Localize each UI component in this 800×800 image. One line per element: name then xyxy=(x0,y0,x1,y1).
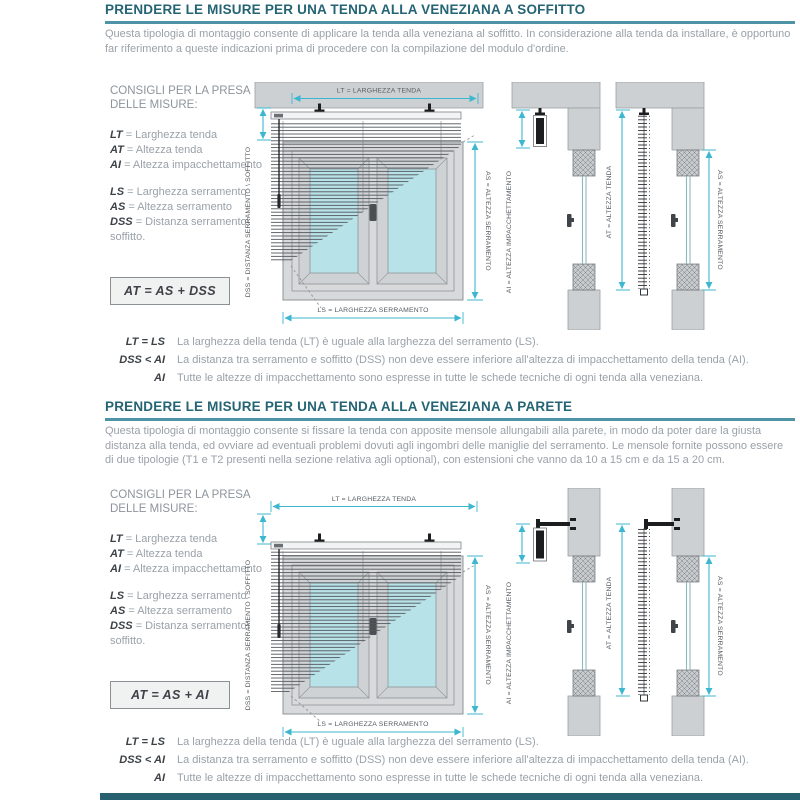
note-text: La larghezza della tenda (LT) è uguale alla larghezza del serramento (LS). xyxy=(177,736,539,748)
blind-bottom-rail xyxy=(641,695,648,701)
section-title-soffitto: PRENDERE LE MISURE PER UNA TENDA ALLA VENEZIANA A SOFFITTO xyxy=(105,2,795,24)
notes-parete xyxy=(103,736,793,784)
wall-section xyxy=(672,488,704,556)
label-altezza-serramento: AS = ALTEZZA SERRAMENTO xyxy=(484,585,491,685)
formula-box-parete: AT = AS + AI xyxy=(110,681,230,709)
blind-bottom-rail xyxy=(641,289,648,295)
mount-brackets xyxy=(315,534,435,543)
note-text: Tutte le altezze di impacchettamento sono espresse in tutte le schede tecniche di ogni tenda alla veneziana. xyxy=(177,772,704,784)
packed-blind xyxy=(536,531,544,559)
ceiling-slab xyxy=(616,82,704,108)
note-label: LT = LS xyxy=(125,736,165,748)
legend-row: AI = Altezza impacchettamento xyxy=(110,159,262,171)
diagram-front-parete xyxy=(233,490,493,740)
label-distanza-serramento-soffitto: DSS = DISTANZA SERRAMENTO \ SOFFITTO xyxy=(245,146,252,298)
note-label: AI xyxy=(154,772,165,784)
legend-row: AS = Altezza serramento xyxy=(110,605,232,617)
legend-row: AT = Altezza tenda xyxy=(110,548,203,560)
wall-section xyxy=(672,108,704,150)
label-altezza-tenda: AT = ALTEZZA TENDA xyxy=(606,165,613,239)
note-text: La distanza tra serramento e soffitto (DSS) non deve essere inferiore all'altezza di impacchettamento della tenda (AI). xyxy=(177,754,749,766)
page-footer-bar xyxy=(100,793,800,800)
ceiling-slab xyxy=(255,82,483,108)
note-text: La larghezza della tenda (LT) è uguale alla larghezza del serramento (LS). xyxy=(177,336,539,348)
advice-title: CONSIGLI PER LA PRESA DELLE MISURE: xyxy=(110,85,250,111)
label-larghezza-serramento: LS = LARGHEZZA SERRAMENTO xyxy=(317,721,429,728)
window-cross-section xyxy=(671,556,699,696)
label-altezza-impacchettamento: AI = ALTEZZA IMPACCHETTAMENTO xyxy=(506,170,513,294)
label-altezza-impacchettamento: AI = ALTEZZA IMPACCHETTAMENTO xyxy=(506,581,513,705)
legend-row: DSS = Distanza serramento\ soffitto. xyxy=(110,216,250,243)
ceiling-slab xyxy=(512,82,600,108)
section-intro-parete: Questa tipologia di montaggio consente si fissare la tenda con apposite mensole allungabili alla parete, in modo da poter dare la giusta distanza alla tenda, ed ovviare ad eventuali problemi dovuti agli ingombri delle maniglie del serramento. Le mensole fornite possono essere di due tipologie (T1 e T2 presenti nella sezione relativa agli optional), con estensioni che vanno da 10 a 15 cm e da 15 a 20 cm. xyxy=(105,425,784,466)
legend-row: AS = Altezza serramento xyxy=(110,201,232,213)
extended-blind-slats xyxy=(638,115,650,289)
note-label: DSS < AI xyxy=(119,354,165,366)
note-label: DSS < AI xyxy=(119,754,165,766)
legend-row: AI = Altezza impacchettamento xyxy=(110,563,262,575)
formula-box-soffitto: AT = AS + DSS xyxy=(110,277,230,305)
section-intro-soffitto: Questa tipologia di montaggio consente di applicare la tenda alla veneziana al soffitto. In considerazione alla tenda da installare, è opportuno far riferimento a queste indicazioni prima di procedere con la compilazione del modulo d'ordine. xyxy=(105,28,791,55)
diagram-front-soffitto xyxy=(233,82,493,327)
mount-bracket xyxy=(639,108,649,115)
label-larghezza-tenda: LT = LARGHEZZA TENDA xyxy=(331,496,417,503)
section-title-parete: PRENDERE LE MISURE PER UNA TENDA ALLA VENEZIANA A PARETE xyxy=(105,399,795,421)
label-larghezza-tenda: LT = LARGHEZZA TENDA xyxy=(336,87,422,95)
extended-blind-slats xyxy=(638,528,650,695)
legend-row: LT = Larghezza tenda xyxy=(110,533,218,545)
tilt-wand-handle xyxy=(277,194,280,208)
label-altezza-tenda: AT = ALTEZZA TENDA xyxy=(606,576,613,650)
legend-row: LT = Larghezza tenda xyxy=(110,129,218,141)
wall-section xyxy=(672,696,704,736)
wall-section xyxy=(672,290,704,330)
label-altezza-serramento: AS = ALTEZZA SERRAMENTO xyxy=(716,576,723,676)
advice-title: CONSIGLI PER LA PRESA DELLE MISURE: xyxy=(110,489,250,515)
window-cross-section xyxy=(671,150,699,290)
note-text: Tutte le altezze di impacchettamento sono espresse in tutte le schede tecniche di ogni tenda alla veneziana. xyxy=(177,372,704,384)
label-altezza-serramento: AS = ALTEZZA SERRAMENTO xyxy=(484,171,491,271)
notes-soffitto xyxy=(103,336,793,384)
legend-row: LS = Larghezza serramento xyxy=(110,590,247,602)
legend-row: LS = Larghezza serramento xyxy=(110,186,247,198)
headrail xyxy=(271,112,461,119)
legend-row: AT = Altezza tenda xyxy=(110,144,203,156)
note-label: AI xyxy=(154,372,165,384)
note-label: LT = LS xyxy=(125,336,165,348)
headrail xyxy=(271,542,461,549)
legend-row: DSS = Distanza serramento\ soffitto. xyxy=(110,620,250,647)
note-text: La distanza tra serramento e soffitto (DSS) non deve essere inferiore all'altezza di impacchettamento della tenda (AI). xyxy=(177,354,749,366)
tilt-wand-handle xyxy=(277,624,280,638)
mount-bracket xyxy=(535,108,545,115)
packed-blind xyxy=(536,118,544,144)
diagram-side-extended-parete xyxy=(588,488,723,736)
diagram-side-extended-soffitto xyxy=(588,82,723,330)
label-altezza-serramento: AS = ALTEZZA SERRAMENTO xyxy=(716,170,723,270)
label-distanza-serramento-soffitto: DSS = DISTANZA SERRAMENTO \ SOFFITTO xyxy=(245,559,252,711)
label-larghezza-serramento: LS = LARGHEZZA SERRAMENTO xyxy=(317,307,429,314)
